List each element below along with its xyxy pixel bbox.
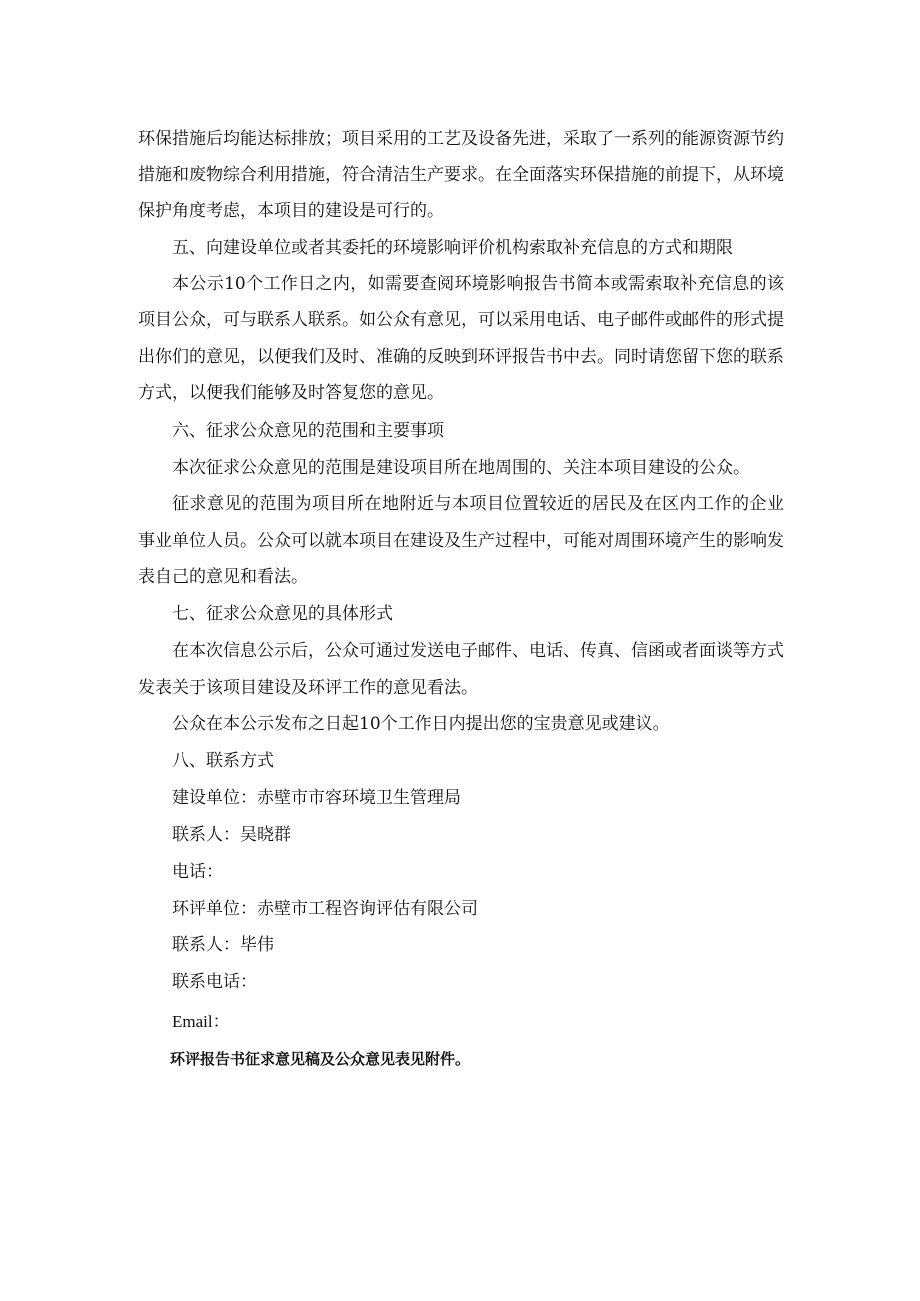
- body-text-line: 表自己的意见和看法。: [138, 567, 308, 587]
- email-line: Email：: [172, 1012, 230, 1031]
- section-heading-six: 六、征求公众意见的范围和主要事项: [172, 421, 444, 441]
- body-text-line: 征求意见的范围为项目所在地附近与本项目位置较近的居民及在区内工作的企业: [172, 494, 784, 514]
- body-text-line: 公众在本公示发布之日起10个工作日内提出您的宝贵意见或建议。: [172, 714, 670, 734]
- attachment-note: 环评报告书征求意见稿及公众意见表见附件。: [170, 1050, 471, 1068]
- body-text-line: 本次征求公众意见的范围是建设项目所在地周围的、关注本项目建设的公众。: [172, 458, 750, 478]
- body-text-line: 本公示10个工作日之内，如需要查阅环境影响报告书简本或需索取补充信息的该: [172, 274, 784, 294]
- body-text-line: 发表关于该项目建设及环评工作的意见看法。: [138, 678, 478, 698]
- body-text-line: 在本次信息公示后，公众可通过发送电子邮件、电话、传真、信函或者面谈等方式: [172, 641, 784, 661]
- body-text-line: 保护角度考虑，本项目的建设是可行的。: [138, 201, 444, 221]
- body-text-line: 出你们的意见，以便我们及时、准确的反映到环评报告书中去。同时请您留下您的联系: [138, 347, 784, 367]
- builder-contact-person: 联系人：吴晓群: [172, 825, 291, 845]
- body-text-line: 措施和废物综合利用措施，符合清洁生产要求。在全面落实环保措施的前提下，从环境: [138, 165, 784, 185]
- section-heading-seven: 七、征求公众意见的具体形式: [172, 604, 393, 624]
- builder-phone: 电话：: [172, 862, 223, 882]
- body-text-line: 环保措施后均能达标排放；项目采用的工艺及设备先进，采取了一系列的能源资源节约: [138, 129, 784, 149]
- body-text-line: 事业单位人员。公众可以就本项目在建设及生产过程中，可能对周围环境产生的影响发: [138, 531, 784, 551]
- assessor-contact-person: 联系人：毕伟: [172, 935, 274, 955]
- builder-unit: 建设单位：赤壁市市容环境卫生管理局: [172, 788, 461, 808]
- assessor-phone: 联系电话：: [172, 972, 257, 992]
- body-text-line: 方式，以便我们能够及时答复您的意见。: [138, 383, 444, 403]
- assessor-unit: 环评单位：赤壁市工程咨询评估有限公司: [172, 899, 478, 919]
- section-heading-eight: 八、联系方式: [172, 751, 274, 771]
- body-text-line: 项目公众，可与联系人联系。如公众有意见，可以采用电话、电子邮件或邮件的形式提: [138, 310, 784, 330]
- section-heading-five: 五、向建设单位或者其委托的环境影响评价机构索取补充信息的方式和期限: [172, 238, 733, 258]
